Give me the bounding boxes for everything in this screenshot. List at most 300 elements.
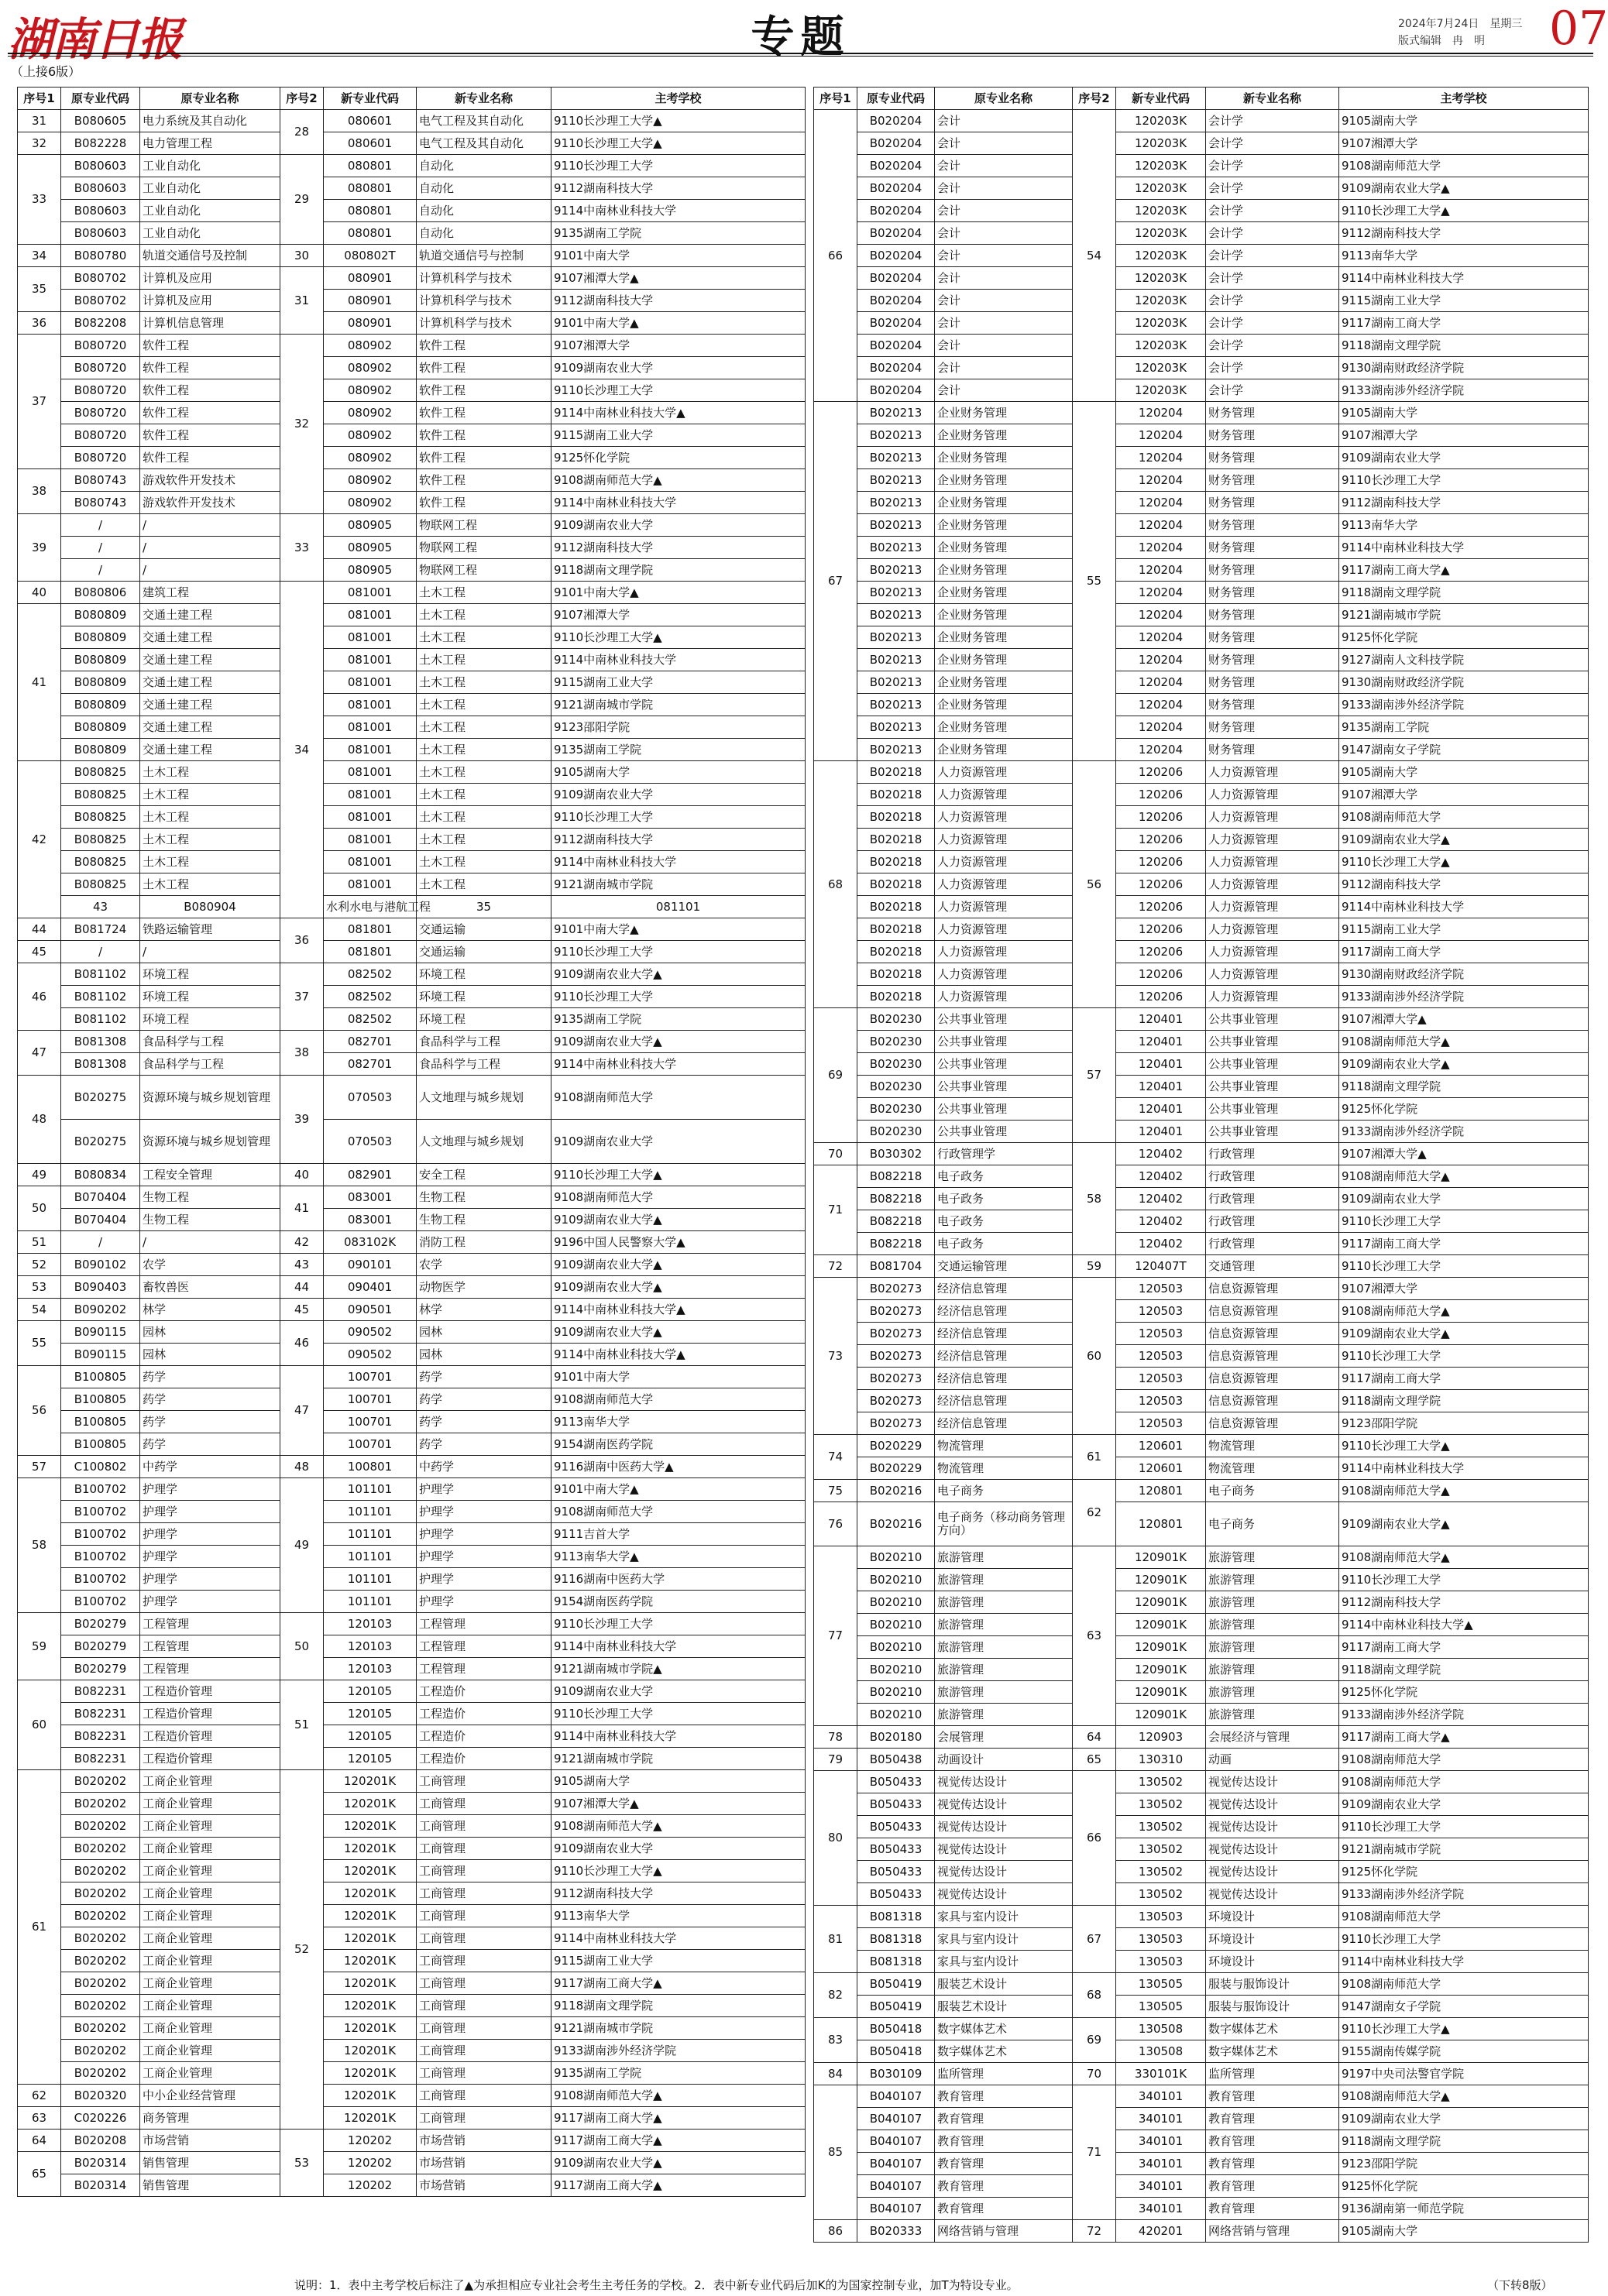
table-row xyxy=(18,1591,806,1613)
school-cell: 9110长沙理工大学 xyxy=(1339,1816,1589,1838)
old-name-cell: 护理学 xyxy=(140,1568,280,1591)
old-code-cell: B100702 xyxy=(61,1546,140,1568)
seq2-cell: 69 xyxy=(1073,2018,1116,2063)
new-code-cell: 081001 xyxy=(324,829,417,851)
old-code-cell: B020204 xyxy=(857,245,935,267)
old-code-cell: B081102 xyxy=(61,1008,140,1031)
new-code-cell: 120402 xyxy=(1116,1165,1206,1188)
school-cell: 9105湖南大学 xyxy=(551,1770,806,1793)
old-code-cell: B020218 xyxy=(857,761,935,784)
old-code-cell: B020218 xyxy=(857,829,935,851)
old-code-cell: B080825 xyxy=(61,784,140,806)
old-code-cell: B020213 xyxy=(857,716,935,739)
seq1-cell: 34 xyxy=(18,245,61,267)
school-cell: 9117湖南工商大学▲ xyxy=(1339,1726,1589,1749)
new-code-cell: 120201K xyxy=(324,1995,417,2017)
old-code-cell: B080720 xyxy=(61,402,140,424)
old-name-cell: 旅游管理 xyxy=(935,1704,1073,1726)
old-code-cell: B050433 xyxy=(857,1816,935,1838)
new-name-cell: 财务管理 xyxy=(1206,716,1339,739)
new-name-cell: 软件工程 xyxy=(417,402,551,424)
new-name-cell: 电气工程及其自动化 xyxy=(417,132,551,155)
new-name-cell: 公共事业管理 xyxy=(1206,1076,1339,1098)
old-code-cell: B020213 xyxy=(857,559,935,582)
new-code-cell: 081001 xyxy=(324,873,417,896)
table-row xyxy=(18,559,806,582)
old-code-cell: B050419 xyxy=(857,1996,935,2018)
old-code-cell: B080904 xyxy=(140,896,280,918)
old-code-cell: B080720 xyxy=(61,357,140,379)
table-row xyxy=(18,1927,806,1950)
old-code-cell: B081102 xyxy=(61,963,140,986)
new-code-cell: 120105 xyxy=(324,1748,417,1770)
school-cell: 9108湖南师范大学 xyxy=(1339,1906,1589,1928)
old-name-cell: 工商企业管理 xyxy=(140,1995,280,2017)
masthead-logo: 湖南日报 xyxy=(8,13,182,66)
school-cell: 9112湖南科技大学 xyxy=(1339,492,1589,514)
old-code-cell: B020210 xyxy=(857,1591,935,1614)
old-name-cell: 电子商务 xyxy=(935,1480,1073,1502)
old-code-cell: B080809 xyxy=(61,626,140,649)
new-name-cell: 土木工程 xyxy=(417,851,551,873)
new-name-cell: 教育管理 xyxy=(1206,2085,1339,2108)
old-name-cell: 土木工程 xyxy=(140,851,280,873)
new-name-cell: 工程管理 xyxy=(417,1635,551,1658)
table-row xyxy=(18,2130,806,2152)
new-code-cell: 101101 xyxy=(324,1523,417,1546)
school-cell: 9112湖南科技大学 xyxy=(1339,222,1589,245)
old-name-cell: 会计 xyxy=(935,290,1073,312)
new-code-cell: 130505 xyxy=(1116,1973,1206,1996)
new-code-cell: 340101 xyxy=(1116,2108,1206,2130)
new-name-cell: 物联网工程 xyxy=(417,514,551,537)
new-name-cell: 生物工程 xyxy=(417,1186,551,1209)
old-name-cell: 经济信息管理 xyxy=(935,1368,1073,1390)
new-code-cell: 090401 xyxy=(324,1276,417,1299)
table-row xyxy=(18,1568,806,1591)
new-name-cell: 旅游管理 xyxy=(1206,1591,1339,1614)
table-row xyxy=(814,694,1589,716)
table-row xyxy=(18,604,806,626)
table-row xyxy=(814,2040,1589,2063)
new-name-cell: 会计学 xyxy=(1206,267,1339,290)
old-code-cell: B081704 xyxy=(857,1255,935,1278)
old-code-cell: B020213 xyxy=(857,424,935,447)
new-code-cell: 120503 xyxy=(1116,1278,1206,1300)
old-name-cell: 企业财务管理 xyxy=(935,447,1073,469)
old-code-cell: B081102 xyxy=(61,986,140,1008)
table-row xyxy=(814,177,1589,200)
school-cell: 9107湘潭大学 xyxy=(1339,1278,1589,1300)
old-name-cell: 工商企业管理 xyxy=(140,1882,280,1905)
issue-date: 2024年7月24日 星期三 xyxy=(1398,18,1523,30)
table-row xyxy=(814,1636,1589,1659)
new-code-cell: 120402 xyxy=(1116,1188,1206,1210)
seq2-cell: 28 xyxy=(280,110,324,155)
new-code-cell: 120206 xyxy=(1116,896,1206,918)
old-name-cell: 企业财务管理 xyxy=(935,402,1073,424)
seq2-cell: 49 xyxy=(280,1478,324,1613)
table-row xyxy=(814,312,1589,335)
new-code-cell: 120204 xyxy=(1116,559,1206,582)
seq1-cell: 50 xyxy=(18,1186,61,1231)
seq2-cell: 39 xyxy=(280,1076,324,1164)
new-name-cell: 会计学 xyxy=(1206,335,1339,357)
table-row xyxy=(814,222,1589,245)
school-cell: 9110长沙理工大学▲ xyxy=(551,1164,806,1186)
table-row xyxy=(814,559,1589,582)
old-name-cell: 家具与室内设计 xyxy=(935,1928,1073,1951)
new-code-cell: 100801 xyxy=(324,1456,417,1478)
old-code-cell: B080825 xyxy=(61,829,140,851)
new-code-cell: 080905 xyxy=(324,514,417,537)
new-code-cell: 081001 xyxy=(324,671,417,694)
school-cell: 9117湖南工商大学 xyxy=(1339,1636,1589,1659)
old-name-cell: 工商企业管理 xyxy=(140,1838,280,1860)
school-cell: 9110长沙理工大学 xyxy=(551,806,806,829)
old-code-cell: B020213 xyxy=(857,514,935,537)
old-code-cell: B020218 xyxy=(857,784,935,806)
old-code-cell: B020218 xyxy=(857,941,935,963)
old-name-cell: 人力资源管理 xyxy=(935,986,1073,1008)
new-name-cell: 人力资源管理 xyxy=(1206,851,1339,873)
new-name-cell: 工商管理 xyxy=(417,1950,551,1972)
seq1-cell: 33 xyxy=(18,155,61,245)
table-row xyxy=(18,1388,806,1411)
table-row xyxy=(18,1008,806,1031)
column-header: 新专业代码 xyxy=(324,88,417,110)
table-row xyxy=(814,1435,1589,1457)
table-row xyxy=(18,806,806,829)
new-code-cell: 120503 xyxy=(1116,1390,1206,1412)
old-code-cell: B050433 xyxy=(857,1771,935,1793)
school-cell: 9125怀化学院 xyxy=(551,447,806,469)
old-name-cell: 铁路运输管理 xyxy=(140,918,280,941)
old-name-cell: 中药学 xyxy=(140,1456,280,1478)
table-row xyxy=(814,1502,1589,1546)
new-name-cell: 市场营销 xyxy=(417,2152,551,2174)
old-code-cell: B080809 xyxy=(61,716,140,739)
new-code-cell: 082502 xyxy=(324,986,417,1008)
table-row xyxy=(814,537,1589,559)
new-name-cell: 自动化 xyxy=(417,177,551,200)
old-code-cell: B080743 xyxy=(61,469,140,492)
old-name-cell: 软件工程 xyxy=(140,357,280,379)
table-row xyxy=(18,1860,806,1882)
seq2-cell: 59 xyxy=(1073,1255,1116,1278)
new-code-cell: 081001 xyxy=(324,649,417,671)
table-row xyxy=(18,873,806,896)
seq1-cell: 69 xyxy=(814,1008,857,1143)
old-name-cell: 企业财务管理 xyxy=(935,716,1073,739)
new-name-cell: 信息资源管理 xyxy=(1206,1345,1339,1368)
new-name-cell: 财务管理 xyxy=(1206,514,1339,537)
old-code-cell: B082231 xyxy=(61,1680,140,1703)
new-code-cell: 120206 xyxy=(1116,829,1206,851)
table-row xyxy=(814,1165,1589,1188)
school-cell: 9135湖南工学院 xyxy=(551,222,806,245)
right-major-table xyxy=(813,87,1589,2243)
new-name-cell: 视觉传达设计 xyxy=(1206,1771,1339,1793)
old-name-cell: / xyxy=(140,559,280,582)
old-code-cell: B020204 xyxy=(857,155,935,177)
new-code-cell: 130502 xyxy=(1116,1838,1206,1861)
old-name-cell: 会展管理 xyxy=(935,1726,1073,1749)
new-name-cell: 监所管理 xyxy=(1206,2063,1339,2085)
new-code-cell: 120203K xyxy=(1116,200,1206,222)
old-code-cell: B020275 xyxy=(61,1120,140,1164)
old-name-cell: 计算机信息管理 xyxy=(140,312,280,335)
seq1-cell: 80 xyxy=(814,1771,857,1906)
seq1-cell: 55 xyxy=(18,1321,61,1366)
old-name-cell: 市场营销 xyxy=(140,2130,280,2152)
school-cell: 9109湖南农业大学 xyxy=(551,1120,806,1164)
new-name-cell: 数字媒体艺术 xyxy=(1206,2040,1339,2063)
school-cell: 9108湖南师范大学▲ xyxy=(1339,2085,1589,2108)
seq1-cell: 52 xyxy=(18,1254,61,1276)
seq2-cell: 45 xyxy=(280,1299,324,1321)
continued-note: （上接6版） xyxy=(11,64,81,79)
old-code-cell: B020204 xyxy=(857,222,935,245)
new-name-cell: 土木工程 xyxy=(417,806,551,829)
school-cell: 9118湖南文理学院 xyxy=(1339,582,1589,604)
old-code-cell: B020229 xyxy=(857,1457,935,1480)
table-row xyxy=(18,222,806,245)
old-code-cell: B080702 xyxy=(61,290,140,312)
new-name-cell: 财务管理 xyxy=(1206,492,1339,514)
old-code-cell: B082218 xyxy=(857,1233,935,1255)
issue-info xyxy=(1398,15,1522,50)
seq2-cell: 65 xyxy=(1073,1749,1116,1771)
seq1-cell: 73 xyxy=(814,1278,857,1435)
new-name-cell: 财务管理 xyxy=(1206,469,1339,492)
new-name-cell: 信息资源管理 xyxy=(1206,1300,1339,1323)
school-cell: 9107湘潭大学▲ xyxy=(1339,1143,1589,1165)
school-cell: 9117湖南工商大学 xyxy=(1339,1233,1589,1255)
old-name-cell: 工商企业管理 xyxy=(140,1905,280,1927)
new-name-cell: 行政管理 xyxy=(1206,1210,1339,1233)
table-row xyxy=(814,1143,1589,1165)
new-code-cell: 101101 xyxy=(324,1568,417,1591)
new-code-cell: 120103 xyxy=(324,1658,417,1680)
new-name-cell: 视觉传达设计 xyxy=(1206,1838,1339,1861)
seq1-cell: 57 xyxy=(18,1456,61,1478)
table-row xyxy=(18,514,806,537)
old-name-cell: 物流管理 xyxy=(935,1435,1073,1457)
table-row xyxy=(814,761,1589,784)
new-code-cell: 080801 xyxy=(324,200,417,222)
new-code-cell: 120204 xyxy=(1116,582,1206,604)
school-cell: 9108湖南师范大学▲ xyxy=(551,469,806,492)
new-name-cell: 人力资源管理 xyxy=(1206,873,1339,896)
old-name-cell: 工程造价管理 xyxy=(140,1703,280,1725)
new-name-cell: 工程造价 xyxy=(417,1748,551,1770)
old-code-cell: B082218 xyxy=(857,1210,935,1233)
seq2-cell: 42 xyxy=(280,1231,324,1254)
new-name-cell: 土木工程 xyxy=(417,784,551,806)
new-name-cell: 公共事业管理 xyxy=(1206,1031,1339,1053)
column-header: 序号1 xyxy=(814,88,857,110)
old-code-cell: B080809 xyxy=(61,649,140,671)
new-name-cell: 财务管理 xyxy=(1206,626,1339,649)
seq1-cell: 56 xyxy=(18,1366,61,1456)
table-row xyxy=(814,1906,1589,1928)
new-code-cell: 120901K xyxy=(1116,1704,1206,1726)
school-cell: 9109湖南农业大学▲ xyxy=(1339,1053,1589,1076)
old-name-cell: 企业财务管理 xyxy=(935,559,1073,582)
old-name-cell: 人力资源管理 xyxy=(935,806,1073,829)
old-code-cell: B100805 xyxy=(61,1433,140,1456)
new-name-cell: 会计学 xyxy=(1206,110,1339,132)
table-row xyxy=(814,2063,1589,2085)
old-code-cell: B020333 xyxy=(857,2220,935,2243)
old-name-cell: 旅游管理 xyxy=(935,1681,1073,1704)
seq1-cell: 75 xyxy=(814,1480,857,1502)
table-row xyxy=(18,1658,806,1680)
new-code-cell: 340101 xyxy=(1116,2198,1206,2220)
new-name-cell: 会计学 xyxy=(1206,177,1339,200)
table-row xyxy=(814,1345,1589,1368)
new-code-cell: 080902 xyxy=(324,492,417,514)
new-name-cell: 电子商务 xyxy=(1206,1502,1339,1546)
seq1-cell: 39 xyxy=(18,514,61,582)
school-cell: 9108湖南师范大学▲ xyxy=(551,2085,806,2107)
old-code-cell: B082228 xyxy=(61,132,140,155)
school-cell: 9112湖南科技大学 xyxy=(551,1882,806,1905)
table-row xyxy=(18,582,806,604)
old-name-cell: 水利水电与港航工程 xyxy=(324,896,417,918)
school-cell: 9101中南大学▲ xyxy=(551,312,806,335)
seq1-cell: 53 xyxy=(18,1276,61,1299)
table-row xyxy=(814,1973,1589,1996)
new-code-cell: 120105 xyxy=(324,1703,417,1725)
seq2-cell: 35 xyxy=(417,896,551,918)
seq1-cell: 81 xyxy=(814,1906,857,1973)
old-name-cell: 土木工程 xyxy=(140,784,280,806)
seq2-cell: 66 xyxy=(1073,1771,1116,1906)
table-row xyxy=(18,1411,806,1433)
old-name-cell: 交通运输管理 xyxy=(935,1255,1073,1278)
new-name-cell: 旅游管理 xyxy=(1206,1659,1339,1681)
old-code-cell: B020204 xyxy=(857,132,935,155)
old-name-cell: 企业财务管理 xyxy=(935,604,1073,626)
school-cell: 9117湖南工商大学 xyxy=(1339,941,1589,963)
school-cell: 9108湖南师范大学 xyxy=(1339,1771,1589,1793)
table-row xyxy=(814,1457,1589,1480)
table-row xyxy=(814,1816,1589,1838)
new-code-cell: 120206 xyxy=(1116,873,1206,896)
seq2-cell: 44 xyxy=(280,1276,324,1299)
new-code-cell: 120204 xyxy=(1116,469,1206,492)
seq1-cell: 45 xyxy=(18,941,61,963)
old-name-cell: 家具与室内设计 xyxy=(935,1906,1073,1928)
new-code-cell: 081001 xyxy=(324,716,417,739)
school-cell: 9133湖南涉外经济学院 xyxy=(1339,1121,1589,1143)
seq2-cell: 40 xyxy=(280,1164,324,1186)
old-name-cell: 视觉传达设计 xyxy=(935,1816,1073,1838)
seq1-cell: 38 xyxy=(18,469,61,514)
new-code-cell: 120204 xyxy=(1116,424,1206,447)
old-code-cell: B082231 xyxy=(61,1703,140,1725)
new-name-cell: 旅游管理 xyxy=(1206,1569,1339,1591)
new-name-cell: 数字媒体艺术 xyxy=(1206,2018,1339,2040)
school-cell: 9101中南大学▲ xyxy=(551,582,806,604)
new-name-cell: 旅游管理 xyxy=(1206,1546,1339,1569)
new-name-cell: 财务管理 xyxy=(1206,447,1339,469)
old-name-cell: 会计 xyxy=(935,267,1073,290)
old-name-cell: 会计 xyxy=(935,245,1073,267)
school-cell: 9117湖南工商大学 xyxy=(1339,312,1589,335)
table-row xyxy=(18,2040,806,2062)
new-name-cell: 环境工程 xyxy=(417,963,551,986)
old-name-cell: 软件工程 xyxy=(140,402,280,424)
column-header: 新专业名称 xyxy=(417,88,551,110)
school-cell: 9197中央司法警官学院 xyxy=(1339,2063,1589,2085)
school-cell: 9110长沙理工大学▲ xyxy=(551,132,806,155)
table-row xyxy=(814,829,1589,851)
table-row xyxy=(18,1882,806,1905)
old-name-cell: 旅游管理 xyxy=(935,1569,1073,1591)
table-row xyxy=(814,1726,1589,1749)
school-cell: 9109湖南农业大学▲ xyxy=(551,1321,806,1344)
old-code-cell: B040107 xyxy=(857,2108,935,2130)
table-row xyxy=(814,2018,1589,2040)
table-row xyxy=(814,1031,1589,1053)
old-name-cell: 土木工程 xyxy=(140,806,280,829)
old-name-cell: 工商企业管理 xyxy=(140,1770,280,1793)
new-code-cell: 090101 xyxy=(324,1254,417,1276)
new-name-cell: 财务管理 xyxy=(1206,424,1339,447)
table-row xyxy=(814,2153,1589,2175)
school-cell: 9109湖南农业大学▲ xyxy=(551,1254,806,1276)
old-name-cell: 旅游管理 xyxy=(935,1659,1073,1681)
new-name-cell: 工商管理 xyxy=(417,2040,551,2062)
table-row xyxy=(814,1278,1589,1300)
old-name-cell: 旅游管理 xyxy=(935,1614,1073,1636)
school-cell: 9130湖南财政经济学院 xyxy=(1339,963,1589,986)
old-name-cell: 服装艺术设计 xyxy=(935,1996,1073,2018)
old-code-cell: B020230 xyxy=(857,1098,935,1121)
school-cell: 9108湖南师范大学 xyxy=(1339,806,1589,829)
school-cell: 9118湖南文理学院 xyxy=(1339,2130,1589,2153)
new-name-cell: 网络营销与管理 xyxy=(1206,2220,1339,2243)
table-row xyxy=(18,896,806,918)
school-cell: 9113南华大学▲ xyxy=(551,1546,806,1568)
school-cell: 9108湖南师范大学 xyxy=(551,1388,806,1411)
new-name-cell: 会计学 xyxy=(1206,357,1339,379)
school-cell: 9127湖南人文科技学院 xyxy=(1339,649,1589,671)
new-code-cell: 120203K xyxy=(1116,357,1206,379)
new-name-cell: 环境工程 xyxy=(417,1008,551,1031)
old-code-cell: B081308 xyxy=(61,1053,140,1076)
table-row xyxy=(814,1614,1589,1636)
new-code-cell: 120204 xyxy=(1116,716,1206,739)
new-name-cell: 药学 xyxy=(417,1366,551,1388)
old-code-cell: B080743 xyxy=(61,492,140,514)
old-name-cell: 企业财务管理 xyxy=(935,649,1073,671)
school-cell: 9114中南林业科技大学 xyxy=(551,1635,806,1658)
old-code-cell: B020210 xyxy=(857,1681,935,1704)
table-row xyxy=(18,335,806,357)
new-name-cell: 物联网工程 xyxy=(417,537,551,559)
new-name-cell: 动物医学 xyxy=(417,1276,551,1299)
seq1-cell: 76 xyxy=(814,1502,857,1546)
old-name-cell: 旅游管理 xyxy=(935,1636,1073,1659)
school-cell: 9110长沙理工大学▲ xyxy=(551,1860,806,1882)
old-name-cell: 生物工程 xyxy=(140,1186,280,1209)
old-code-cell: B082218 xyxy=(857,1188,935,1210)
school-cell: 9114中南林业科技大学 xyxy=(551,1053,806,1076)
